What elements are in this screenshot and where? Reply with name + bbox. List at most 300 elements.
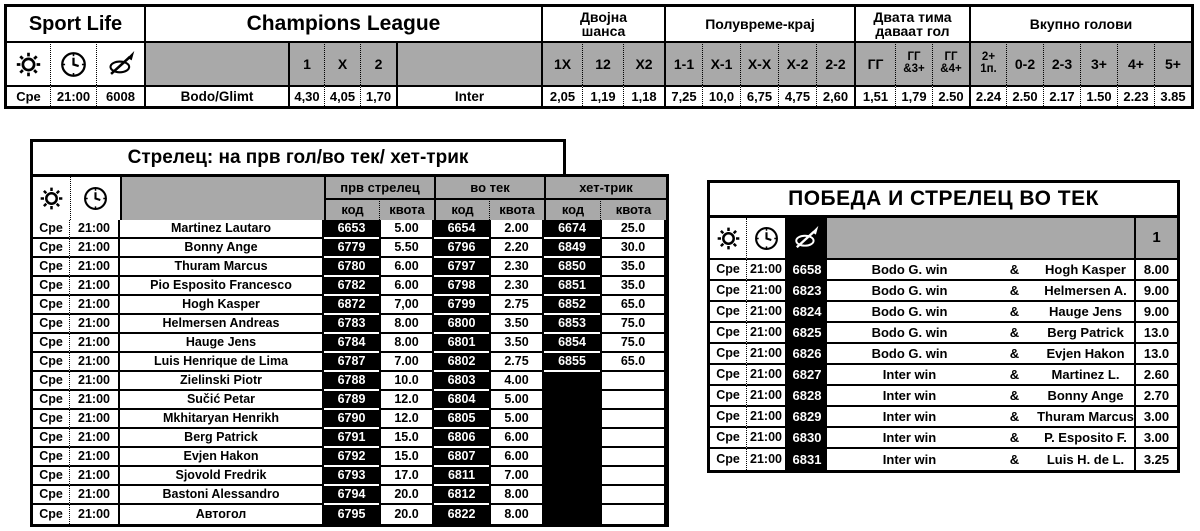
bet-odds: 8.00	[1134, 260, 1177, 281]
hattrick-code: 6854	[544, 334, 600, 353]
match-code: 6008	[96, 85, 144, 106]
anytime-code: 6806	[434, 429, 489, 448]
row-day: Сре	[710, 260, 746, 281]
league-title: Champions League	[144, 7, 541, 41]
col-2-2: 2-2	[816, 41, 854, 85]
first-scorer-odds: 8.00	[379, 334, 434, 353]
row-day: Сре	[710, 302, 746, 323]
row-time: 21:00	[70, 372, 120, 391]
col-label-line: &4+	[940, 63, 962, 75]
scorer-name: Thuram Marcus	[1037, 408, 1134, 424]
player-name: Hogh Kasper	[120, 296, 324, 315]
anytime-code: 6812	[434, 486, 489, 505]
col-label-line: &3+	[903, 63, 925, 75]
first-scorer-code: 6779	[324, 239, 379, 258]
player-name: Bastoni Alessandro	[120, 486, 324, 505]
row-time: 21:00	[70, 353, 120, 372]
odds-1x: 2,05	[541, 85, 582, 106]
row-day: Сре	[33, 448, 70, 467]
team-win-label: Bodo G. win	[871, 303, 948, 319]
col-label-line: 2+	[981, 51, 996, 64]
home-header-blank	[144, 41, 288, 85]
brand-title: Sport Life	[28, 12, 123, 35]
match-day: Сре	[7, 85, 50, 106]
row-time: 21:00	[746, 365, 785, 386]
hattrick-code: 6853	[544, 315, 600, 334]
bet-code: 6658	[785, 260, 827, 281]
bet-odds: 3.00	[1134, 428, 1177, 449]
hattrick-code	[544, 486, 600, 505]
group-anytime: во тек	[434, 177, 544, 198]
team-win-label: Bodo G. win	[871, 324, 948, 340]
first-scorer-code: 6782	[324, 277, 379, 296]
hattrick-odds	[600, 467, 666, 486]
odds-4plus: 2.23	[1117, 85, 1154, 106]
hattrick-odds: 65.0	[600, 296, 666, 315]
row-day: Сре	[33, 372, 70, 391]
row-time: 21:00	[70, 334, 120, 353]
row-day: Сре	[710, 365, 746, 386]
odds-x-1: 10,0	[702, 85, 740, 106]
bet-code: 6827	[785, 365, 827, 386]
hattrick-odds: 75.0	[600, 334, 666, 353]
row-day: Сре	[33, 505, 70, 524]
hattrick-odds	[600, 429, 666, 448]
player-name: Evjen Hakon	[120, 448, 324, 467]
ampersand: &	[1009, 387, 1020, 403]
hattrick-code: 6850	[544, 258, 600, 277]
row-day: Сре	[33, 239, 70, 258]
hattrick-code	[544, 467, 600, 486]
hattrick-code	[544, 372, 600, 391]
ampersand: &	[1009, 324, 1020, 340]
first-scorer-odds: 15.0	[379, 448, 434, 467]
hattrick-odds: 35.0	[600, 258, 666, 277]
section-label-line: Полувреме-крај	[705, 15, 815, 32]
home-team: Bodo/Glimt	[144, 85, 288, 106]
row-time: 21:00	[70, 391, 120, 410]
col-2: 2	[360, 41, 396, 85]
anytime-code: 6807	[434, 448, 489, 467]
bet-odds: 13.0	[1134, 323, 1177, 344]
anytime-odds: 3.50	[489, 334, 544, 353]
row-day: Сре	[33, 467, 70, 486]
player-name: Bonny Ange	[120, 239, 324, 258]
odds-2-3: 2.17	[1043, 85, 1080, 106]
hattrick-odds	[600, 448, 666, 467]
odds-x2: 1,18	[623, 85, 664, 106]
first-scorer-odds: 15.0	[379, 429, 434, 448]
row-time: 21:00	[70, 429, 120, 448]
team-win-label: Inter win	[882, 366, 937, 382]
col-2plus-1h	[969, 41, 1006, 85]
col-x-1: X-1	[702, 41, 740, 85]
row-time: 21:00	[70, 448, 120, 467]
bet-description	[827, 386, 1134, 407]
first-scorer-code: 6794	[324, 486, 379, 505]
hattrick-odds: 75.0	[600, 315, 666, 334]
scorer-name: Evjen Hakon	[1046, 345, 1125, 361]
bet-header-blank	[827, 218, 1134, 260]
bet-code: 6831	[785, 449, 827, 470]
row-time: 21:00	[746, 302, 785, 323]
anytime-odds: 3.50	[489, 315, 544, 334]
player-name: Martinez Lautaro	[120, 220, 324, 239]
odds-12: 1,19	[582, 85, 623, 106]
first-scorer-code: 6653	[324, 220, 379, 239]
row-time: 21:00	[70, 220, 120, 239]
scorer-name: Luis H. de L.	[1046, 451, 1125, 467]
bet-odds: 13.0	[1134, 344, 1177, 365]
anytime-code: 6811	[434, 467, 489, 486]
hattrick-code	[544, 448, 600, 467]
anytime-code: 6802	[434, 353, 489, 372]
odds-3plus: 1.50	[1080, 85, 1117, 106]
odds-header: квота	[600, 198, 666, 220]
bet-description	[827, 449, 1134, 470]
bet-code: 6830	[785, 428, 827, 449]
bet-odds: 2.70	[1134, 386, 1177, 407]
col-1-header: 1	[1134, 218, 1177, 260]
hattrick-odds: 35.0	[600, 277, 666, 296]
row-day: Сре	[33, 277, 70, 296]
col-gg4plus	[932, 41, 969, 85]
col-x-x: X-X	[740, 41, 778, 85]
col-label-line: 1п.	[980, 63, 997, 75]
row-day: Сре	[33, 296, 70, 315]
row-day: Сре	[710, 323, 746, 344]
row-time: 21:00	[746, 323, 785, 344]
team-win-label: Inter win	[882, 387, 937, 403]
anytime-code: 6654	[434, 220, 489, 239]
player-name: Sučić Petar	[120, 391, 324, 410]
away-team: Inter	[396, 85, 541, 106]
first-scorer-code: 6790	[324, 410, 379, 429]
player-name: Sjovold Fredrik	[120, 467, 324, 486]
anytime-code: 6796	[434, 239, 489, 258]
odds-0-2: 2.50	[1006, 85, 1043, 106]
row-time: 21:00	[70, 486, 120, 505]
ampersand: &	[1009, 366, 1020, 382]
sun-icon	[7, 41, 50, 85]
away-header-blank	[396, 41, 541, 85]
crossed-pen-icon	[785, 218, 827, 260]
odds-x-2: 4,75	[778, 85, 816, 106]
first-scorer-code: 6872	[324, 296, 379, 315]
anytime-odds: 6.00	[489, 448, 544, 467]
anytime-odds: 5.00	[489, 391, 544, 410]
player-name: Mkhitaryan Henrikh	[120, 410, 324, 429]
first-scorer-odds: 10.0	[379, 372, 434, 391]
first-scorer-odds: 7.00	[379, 353, 434, 372]
winscorer-table-title: ПОБЕДА И СТРЕЛЕЦ ВО ТЕК	[707, 180, 1180, 215]
row-day: Сре	[33, 391, 70, 410]
row-day: Сре	[716, 452, 740, 467]
row-day: Сре	[33, 258, 70, 277]
anytime-code: 6805	[434, 410, 489, 429]
winscorer-table	[707, 215, 1180, 473]
section-double-chance	[541, 7, 664, 41]
anytime-odds: 2.75	[489, 353, 544, 372]
bet-odds: 9.00	[1134, 281, 1177, 302]
first-scorer-odds: 20.0	[379, 505, 434, 524]
code-header: код	[434, 198, 489, 220]
scorer-name: Bonny Ange	[1047, 387, 1124, 403]
clock-icon	[50, 41, 96, 85]
bet-description	[827, 428, 1134, 449]
bet-description	[827, 302, 1134, 323]
team-win-label: Bodo G. win	[871, 261, 948, 277]
hattrick-odds	[600, 486, 666, 505]
first-scorer-code: 6793	[324, 467, 379, 486]
row-time: 21:00	[70, 505, 120, 524]
col-label-line: ГГ	[944, 51, 958, 64]
hattrick-code	[544, 410, 600, 429]
hattrick-odds	[600, 372, 666, 391]
anytime-odds: 8.00	[489, 505, 544, 524]
col-gg	[854, 41, 895, 85]
row-day: Сре	[710, 281, 746, 302]
first-scorer-code: 6783	[324, 315, 379, 334]
first-scorer-odds: 7,00	[379, 296, 434, 315]
bet-code: 6825	[785, 323, 827, 344]
crossed-pen-icon	[96, 41, 144, 85]
bet-description	[827, 281, 1134, 302]
row-time: 21:00	[70, 258, 120, 277]
scorer-name: Hogh Kasper	[1045, 261, 1126, 277]
anytime-code: 6803	[434, 372, 489, 391]
anytime-code: 6797	[434, 258, 489, 277]
row-time: 21:00	[746, 344, 785, 365]
scorer-name: Berg Patrick	[1047, 324, 1124, 340]
player-name: Helmersen Andreas	[120, 315, 324, 334]
odds-5plus: 3.85	[1154, 85, 1191, 106]
first-scorer-odds: 20.0	[379, 486, 434, 505]
scorer-table	[30, 174, 669, 527]
player-name: Zielinski Piotr	[120, 372, 324, 391]
hattrick-odds: 65.0	[600, 353, 666, 372]
row-time: 21:00	[70, 410, 120, 429]
hattrick-code	[544, 429, 600, 448]
player-name: Pio Esposito Francesco	[120, 277, 324, 296]
hattrick-code: 6852	[544, 296, 600, 315]
anytime-code: 6799	[434, 296, 489, 315]
first-scorer-odds: 5.50	[379, 239, 434, 258]
row-time: 21:00	[746, 281, 785, 302]
section-btts	[854, 7, 969, 41]
ampersand: &	[1009, 282, 1020, 298]
hattrick-code: 6674	[544, 220, 600, 239]
anytime-code: 6800	[434, 315, 489, 334]
odds-gg: 1,51	[854, 85, 895, 106]
first-scorer-odds: 6.00	[379, 277, 434, 296]
row-time: 21:00	[746, 428, 785, 449]
hattrick-code: 6851	[544, 277, 600, 296]
first-scorer-code: 6788	[324, 372, 379, 391]
scorer-table-title: Стрелец: на прв гол/во тек/ хет-трик	[30, 139, 566, 174]
row-time: 21:00	[746, 449, 785, 470]
section-totals	[969, 7, 1191, 41]
ampersand: &	[1009, 345, 1020, 361]
row-time: 21:00	[70, 315, 120, 334]
col-1: 1	[288, 41, 324, 85]
scorer-name: Martinez L.	[1051, 366, 1120, 382]
anytime-odds: 6.00	[489, 429, 544, 448]
col-5plus: 5+	[1154, 41, 1191, 85]
first-scorer-code: 6791	[324, 429, 379, 448]
section-label-line: шанса	[581, 23, 626, 39]
col-gg3plus	[895, 41, 932, 85]
row-day: Сре	[710, 386, 746, 407]
team-win-label: Inter win	[882, 429, 937, 445]
hattrick-code	[544, 505, 600, 524]
row-time: 21:00	[70, 239, 120, 258]
anytime-code: 6804	[434, 391, 489, 410]
anytime-odds: 8.00	[489, 486, 544, 505]
first-scorer-code: 6792	[324, 448, 379, 467]
match-odds-table	[4, 4, 1194, 109]
odds-x: 4,05	[324, 85, 360, 106]
first-scorer-code: 6784	[324, 334, 379, 353]
section-label-line: Вкупно голови	[1029, 15, 1133, 32]
odds-2plus-1h: 2.24	[969, 85, 1006, 106]
bet-description	[827, 344, 1134, 365]
row-day: Сре	[33, 315, 70, 334]
bet-description	[827, 323, 1134, 344]
hattrick-odds	[600, 391, 666, 410]
section-label-line: Двата тима	[873, 8, 952, 25]
anytime-odds: 2.00	[489, 220, 544, 239]
team-win-label: Bodo G. win	[871, 345, 948, 361]
row-time: 21:00	[746, 386, 785, 407]
col-1-1: 1-1	[664, 41, 702, 85]
hattrick-code: 6855	[544, 353, 600, 372]
first-scorer-code: 6780	[324, 258, 379, 277]
group-hattrick: хет-трик	[544, 177, 666, 198]
col-x: X	[324, 41, 360, 85]
first-scorer-odds: 5.00	[379, 220, 434, 239]
ampersand: &	[1009, 303, 1020, 319]
row-day: Сре	[710, 428, 746, 449]
bet-code: 6828	[785, 386, 827, 407]
col-0-2: 0-2	[1006, 41, 1043, 85]
row-day: Сре	[33, 429, 70, 448]
anytime-odds: 2.75	[489, 296, 544, 315]
col-3plus: 3+	[1080, 41, 1117, 85]
match-time: 21:00	[50, 85, 96, 106]
col-12: 12	[582, 41, 623, 85]
col-x2: X2	[623, 41, 664, 85]
ampersand: &	[1009, 408, 1020, 424]
bet-code: 6823	[785, 281, 827, 302]
row-day: Сре	[33, 334, 70, 353]
code-header: код	[544, 198, 600, 220]
col-2-3: 2-3	[1043, 41, 1080, 85]
player-name: Luis Henrique de Lima	[120, 353, 324, 372]
bet-code: 6826	[785, 344, 827, 365]
sun-icon	[710, 218, 746, 260]
first-scorer-odds: 17.0	[379, 467, 434, 486]
col-x-2: X-2	[778, 41, 816, 85]
hattrick-code	[544, 391, 600, 410]
odds-gg3plus: 1,79	[895, 85, 932, 106]
row-day: Сре	[33, 410, 70, 429]
section-htft	[664, 7, 854, 41]
player-header-blank	[120, 177, 324, 220]
odds-header: квота	[489, 198, 544, 220]
code-header: код	[324, 198, 379, 220]
odds-2-2: 2,60	[816, 85, 854, 106]
row-time: 21:00	[70, 296, 120, 315]
hattrick-code: 6849	[544, 239, 600, 258]
player-name: Berg Patrick	[120, 429, 324, 448]
anytime-code: 6801	[434, 334, 489, 353]
row-time: 21:00	[70, 277, 120, 296]
bet-description	[827, 260, 1134, 281]
odds-header: квота	[379, 198, 434, 220]
first-scorer-code: 6795	[324, 505, 379, 524]
row-time: 21:00	[70, 467, 120, 486]
bet-odds: 9.00	[1134, 302, 1177, 323]
row-day: Сре	[710, 344, 746, 365]
scorer-name: Helmersen A.	[1044, 282, 1127, 298]
anytime-odds: 4.00	[489, 372, 544, 391]
ampersand: &	[1009, 429, 1020, 445]
hattrick-odds	[600, 410, 666, 429]
first-scorer-code: 6789	[324, 391, 379, 410]
anytime-odds: 7.00	[489, 467, 544, 486]
team-win-label: Bodo G. win	[871, 282, 948, 298]
odds-1: 4,30	[288, 85, 324, 106]
bet-odds: 3.00	[1134, 407, 1177, 428]
anytime-code: 6822	[434, 505, 489, 524]
row-day: Сре	[710, 407, 746, 428]
anytime-odds: 2.20	[489, 239, 544, 258]
odds-x-x: 6,75	[740, 85, 778, 106]
ampersand: &	[1009, 451, 1020, 467]
bet-description	[827, 365, 1134, 386]
team-win-label: Inter win	[882, 408, 937, 424]
scorer-name: Hauge Jens	[1049, 303, 1122, 319]
first-scorer-odds: 12.0	[379, 391, 434, 410]
section-label-line: Двојна	[579, 8, 628, 25]
col-1x: 1X	[541, 41, 582, 85]
odds-gg4plus: 2.50	[932, 85, 969, 106]
first-scorer-odds: 8.00	[379, 315, 434, 334]
section-label-line: даваат гол	[875, 23, 950, 39]
row-time: 21:00	[746, 260, 785, 281]
hattrick-odds: 25.0	[600, 220, 666, 239]
first-scorer-odds: 6.00	[379, 258, 434, 277]
first-scorer-odds: 12.0	[379, 410, 434, 429]
bet-odds: 3.25	[1134, 449, 1177, 470]
ampersand: &	[1009, 261, 1020, 277]
row-day: Сре	[33, 220, 70, 239]
hattrick-odds: 30.0	[600, 239, 666, 258]
anytime-code: 6798	[434, 277, 489, 296]
player-name: Автогол	[120, 505, 324, 524]
clock-icon	[70, 177, 120, 220]
player-name: Hauge Jens	[120, 334, 324, 353]
hattrick-odds	[600, 505, 666, 524]
anytime-odds: 5.00	[489, 410, 544, 429]
col-4plus: 4+	[1117, 41, 1154, 85]
clock-icon	[746, 218, 785, 260]
anytime-odds: 2.30	[489, 258, 544, 277]
odds-1-1: 7,25	[664, 85, 702, 106]
scorer-name: P. Esposito F.	[1044, 429, 1127, 445]
group-first-scorer: прв стрелец	[324, 177, 434, 198]
